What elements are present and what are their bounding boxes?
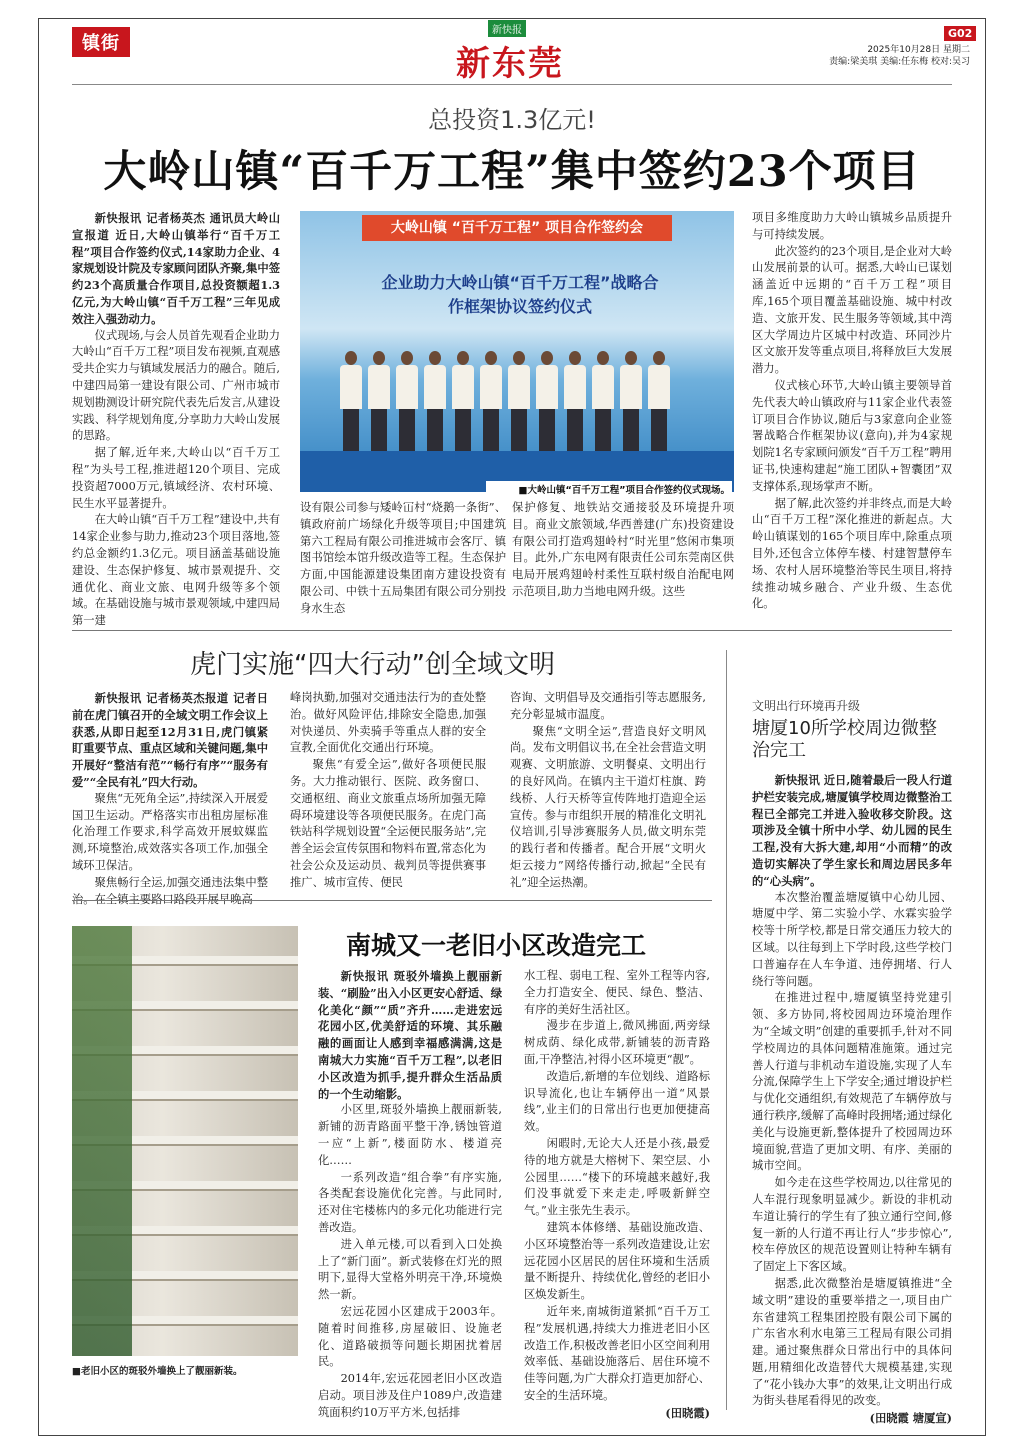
date: 2025年10月28日 星期二 xyxy=(867,45,970,55)
kicker: 总投资1.3亿元! xyxy=(428,106,596,134)
humen-col-1 xyxy=(72,690,268,889)
paragraph: 聚焦畅行全运,加强交通违法集中整 xyxy=(94,875,268,889)
paragraph: 峰岗执勤,加强对交通违法行为的查处整治。做好风险评估,排除安全隐患,加强对快递员、外卖骑手等重点人群的安全宣教,全面优化交通出行环境。 xyxy=(290,691,486,755)
paragraph: 新快报讯 记者杨英杰 通讯员大岭山宣报道 近日,大岭山镇举行“百千万工程”项目合作签约仪式,14家助力企业、4家规划设计院及专家顾问团队齐聚,集中签约23个高质量合作项目,总投资额超1.3亿元,为大岭山镇“百千万工程”三年见成效注入强劲动力。 xyxy=(72,211,280,326)
signing-ceremony-photo xyxy=(300,211,734,492)
residential-building-photo xyxy=(72,926,298,1356)
photo-stage-text: 企业助力大岭山镇“百千万工程”战略合作框架协议签约仪式 xyxy=(381,273,659,316)
humen-headline: 虎门实施“四大行动”创全域文明 xyxy=(190,650,555,680)
headline: 大岭山镇“百千万工程”集中签约23个项目 xyxy=(103,147,921,197)
editors: 责编:梁美琪 美编:任东梅 校对:吴习 xyxy=(829,57,970,67)
tangxia-body xyxy=(752,772,952,1426)
brand-title: 新东莞 xyxy=(456,44,564,84)
paragraph: 在大岭山镇“百千万工程”建设中,共有14家企业参与助力,推动23个项目落地,签约总金额约1.3亿元。项目涵盖基础设施建设、生态保护修复、城市景观提升、交通优化、商业文旅、电网升级等多个领域。在基础设施与城市景观领域,中建四局第一建 xyxy=(72,513,280,628)
paragraph: 小区里,斑驳外墙换上靓丽新装,新铺的沥青路面平整干净,锈蚀管道一应“上新”,楼面防水、楼道亮化…… xyxy=(318,1103,502,1167)
paragraph: 本次整治覆盖塘厦镇中心幼儿园、塘厦中学、第二实验小学、水霖实验学校等十所学校,都是日常交通压力较大的区域。以往每到上下学时段,这些学校门口普遍存在人车争道、违停拥堵、行人绕行等问题。 xyxy=(752,890,952,988)
byline: (田晓霞) xyxy=(665,1405,710,1420)
section-divider xyxy=(72,900,712,901)
paragraph: 宏远花园小区建成于2003年。随着时间推移,房屋破旧、设施老化、道路破损等问题长期困扰着居民。 xyxy=(318,1304,502,1369)
nancheng-headline: 南城又一老旧小区改造完工 xyxy=(346,931,647,960)
paragraph: 此次签约的23个项目,是企业对大岭山发展前景的认可。据悉,大岭山已谋划涵盖近中远期的“百千万工程”项目库,165个项目覆盖基础设施、城中村改造、文旅开发、民生服务等领域,其中湾区大学周边片区城中村改造、环同沙片区文旅开发等重点项目,将释放巨大发展潜力。 xyxy=(752,244,952,376)
paragraph: 漫步在步道上,微风拂面,两旁绿树成荫、绿化成带,新铺装的沥青路面,干净整洁,衬得小区环境更“靓”。 xyxy=(524,1019,710,1066)
column-divider xyxy=(726,650,727,1410)
dateline xyxy=(770,44,970,68)
humen-col-3 xyxy=(510,690,706,889)
paragraph: 在推进过程中,塘厦镇坚持党建引领、多方协同,将校园周边环境治理作为“全域文明”创建的重要抓手,针对不同学校周边的具体问题精准施策。通过完善人行道与非机动车道设施,实现了人车分流,保障学生上下学安全;通过增设护栏与优化交通组织,有效规范了车辆停放与通行秩序,缓解了高峰时段拥堵;通过绿化美化与设施更新,整体提升了校园周边环境面貌,营造了更加文明、有序、美丽的城市空间。 xyxy=(752,991,952,1173)
paragraph: 闲暇时,无论大人还是小孩,最爱待的地方就是大榕树下、架空层、小公园里……“楼下的环境越来越好,我们没事就爱下来走走,呼吸新鲜空气。”业主张先生表示。 xyxy=(524,1136,710,1218)
paragraph: 新快报讯 斑驳外墙换上靓丽新装、“刷脸”出入小区更安心舒适、绿化美化“颜”“质”齐升……走进宏远花园小区,优美舒适的环境、其乐融融的画面让人感到幸福感满满,这是南城大力实施“百千万工程”,以老旧小区改造为抓手,提升群众生活品质的一个生动缩影。 xyxy=(318,969,502,1101)
paragraph: 项目多维度助力大岭山镇城乡品质提升与可持续发展。 xyxy=(752,211,952,241)
tangxia-subtitle: 文明出行环境再升级 xyxy=(752,699,861,713)
byline: (田晓霞 塘厦宣) xyxy=(869,1411,952,1426)
paragraph: 据了解,此次签约并非终点,而是大岭山“百千万工程”深化推进的新起点。大岭山镇谋划的165个项目库中,除重点项目外,还包含立体停车楼、村建智慧停车场、农村人居环境整治等民生项目,将持续推动城乡融合、产业升级、生态优化。 xyxy=(752,496,952,611)
paragraph: 新快报讯 记者杨英杰报道 记者日前在虎门镇召开的全域文明工作会议上获悉,从即日起至12月31日,虎门镇紧盯重要节点、重点区域和关键问题,集中开展好“整洁有范”“畅行有序”“服务有爱”“全民有礼”四大行动。 xyxy=(72,691,268,789)
header-rule xyxy=(72,84,952,85)
main-col-2 xyxy=(300,500,506,620)
paragraph: 仪式现场,与会人员首先观看企业助力大岭山“百千万工程”项目发布视频,直观感受共企实力与镇域发展活力的融合。随后,中建四局第一建设有限公司、广州市城市规划勘测设计研究院代表先后发言,从建设实践、科学规划角度,分享助力大岭山发展的思路。 xyxy=(72,328,280,443)
nancheng-col-1 xyxy=(318,968,502,1419)
humen-col-2 xyxy=(290,690,486,889)
paragraph: 仪式核心环节,大岭山镇主要领导首先代表大岭山镇政府与11家企业代表签订项目合作协议,随后与3家意向企业签署战略合作框架协议(意向),并为4家规划院1名专家顾问颁发“百千万工程”聘用证书,快速构建起“施工团队+智囊团”双支撑体系,现场掌声不断。 xyxy=(752,378,952,493)
photo-caption: ■大岭山镇“百千万工程”项目合作签约仪式现场。 xyxy=(486,481,732,497)
people-group xyxy=(340,331,700,451)
paragraph: 新快报讯 近日,随着最后一段人行道护栏安装完成,塘厦镇学校周边微整治工程已全部完工并进入验收移交阶段。这项涉及全镇十所中小学、幼儿园的民生工程,没有大拆大建,却用“小而精”的改造切实解决了学生家长和周边居民多年的“心头病”。 xyxy=(752,773,952,888)
paragraph: 聚焦“文明全运”,营造良好文明风尚。发布文明倡议书,在全社会营造文明观赛、文明旅游、文明餐桌、文明出行的良好风尚。在镇内主干道灯柱旗、跨线桥、人行天桥等宣传阵地打造迎全运宣传。参与市组织开展的精准化文明礼仪培训,引导涉赛服务人员,做文明东莞的践行者和传播者。配合开展“文明火炬云接力”网络传播行动,掀起“全民有礼”迎全运热潮。 xyxy=(510,724,706,889)
main-col-3 xyxy=(512,500,734,620)
main-col-4 xyxy=(752,210,952,620)
page-number: G02 xyxy=(944,26,976,41)
paragraph: 聚焦“有爱全运”,做好各项便民服务。大力推动银行、医院、政务窗口、交通枢纽、商业文旅重点场所加强无障碍环境建设等各项便民服务。在虎门高铁站科学规划设置“全运便民服务站”,完善全运会宣传氛围和物料布置,常态化为社会公众及运动员、裁判员等提供赛事推广、城市宣传、便民 xyxy=(290,758,486,889)
photo-caption: ■老旧小区的斑驳外墙换上了靓丽新装。 xyxy=(72,1366,243,1377)
paragraph: 聚焦“无死角全运”,持续深入开展爱国卫生运动。严格落实市出租房屋标准化治理工作要求,科学高效开展蚊媒监测,环境整治,成效落实各项工作,加强全域环卫保洁。 xyxy=(72,791,268,872)
paragraph: 保护修复、地铁站交通接驳及环境提升项目。商业文旅领域,华西善建(广东)投资建设有限公司打造鸡翅岭村“时光里”悠闲市集项目。此外,广东电网有限责任公司东莞南区供电局开展鸡翅岭村柔性互联村级自治配电网示范项目,助力当地电网升级。这些 xyxy=(512,501,734,598)
paragraph: 建筑本体修缮、基础设施改造、小区环境整治等一系列改造建设,让宏远花园小区居民的居住环境和生活质量不断提升、持续优化,曾经的老旧小区焕发新生。 xyxy=(524,1220,710,1302)
section-tag: 镇街 xyxy=(72,27,130,57)
nancheng-col-2 xyxy=(524,968,710,1420)
paragraph: 据了解,近年来,大岭山以“百千万工程”为头号工程,推进超120个项目、完成投资超7000万元,镇域经济、农村环境、民生水平显著提升。 xyxy=(72,446,280,510)
paragraph: 水工程、弱电工程、室外工程等内容,全力打造安全、便民、绿色、整洁、有序的美好生活社区。 xyxy=(524,969,710,1016)
paragraph: 如今走在这些学校周边,以往常见的人车混行现象明显减少。新设的非机动车道让骑行的学生有了独立通行空间,修复一新的人行道不再让行人“步步惊心”,校车停放区的规范设置则让特种车辆有了固定上下客区域。 xyxy=(752,1176,952,1274)
paragraph: 近年来,南城街道紧抓“百千万工程”发展机遇,持续大力推进老旧小区改造工作,积极改善老旧小区空间利用效率低、基础设施落后、居住环境不佳等问题,为广大群众打造更加舒心、安全的生活环境。 xyxy=(524,1304,710,1402)
paragraph: 咨询、文明倡导及交通指引等志愿服务,充分彰显城市温度。 xyxy=(510,691,706,721)
tangxia-headline: 塘厦10所学校周边微整治完工 xyxy=(752,718,937,761)
paragraph: 进入单元楼,可以看到入口处换上了“新门面”。新式装修在灯光的照明下,显得大堂格外明亮干净,环境焕然一新。 xyxy=(318,1237,502,1302)
brand-small: 新快报 xyxy=(488,20,526,37)
paragraph: 设有限公司参与矮岭冚村“烧鹅一条街”、镇政府前广场绿化升级等项目;中国建筑第六工程局有限公司推进城市会客厅、镇图书馆绘本馆升级改造等工程。生态保护方面,中国能源建设集团南方建设投资有限公司、中铁十五局集团有限公司分别投身水生态 xyxy=(300,501,506,615)
section-divider xyxy=(72,630,952,631)
paragraph: 改造后,新增的车位划线、道路标识导流化,也让车辆停出一道“风景线”,业主们的日常出行也更加便捷高效。 xyxy=(524,1069,710,1134)
main-col-1 xyxy=(72,210,280,628)
photo-banner: 大岭山镇 “百千万工程” 项目合作签约会 xyxy=(362,215,672,241)
paragraph: 一系列改造“组合拳”有序实施,各类配套设施优化完善。与此同时,还对住宅楼栋内的多元化功能进行完善改造。 xyxy=(318,1170,502,1234)
paragraph: 据悉,此次微整治是塘厦镇推进“全域文明”建设的重要举措之一,项目由广东省建筑工程集团控股有限公司下属的广东省水利水电第三工程局有限公司捐建。通过聚焦群众日常出行中的具体问题,用精细化改造替代大规模基建,实现了“花小钱办大事”的效果,让文明出行成为街头巷尾看得见的改变。 xyxy=(752,1276,952,1408)
paragraph: 2014年,宏远花园老旧小区改造启动。项目涉及住户1089户,改造建筑面积约10万平方米,包括排 xyxy=(318,1372,502,1419)
